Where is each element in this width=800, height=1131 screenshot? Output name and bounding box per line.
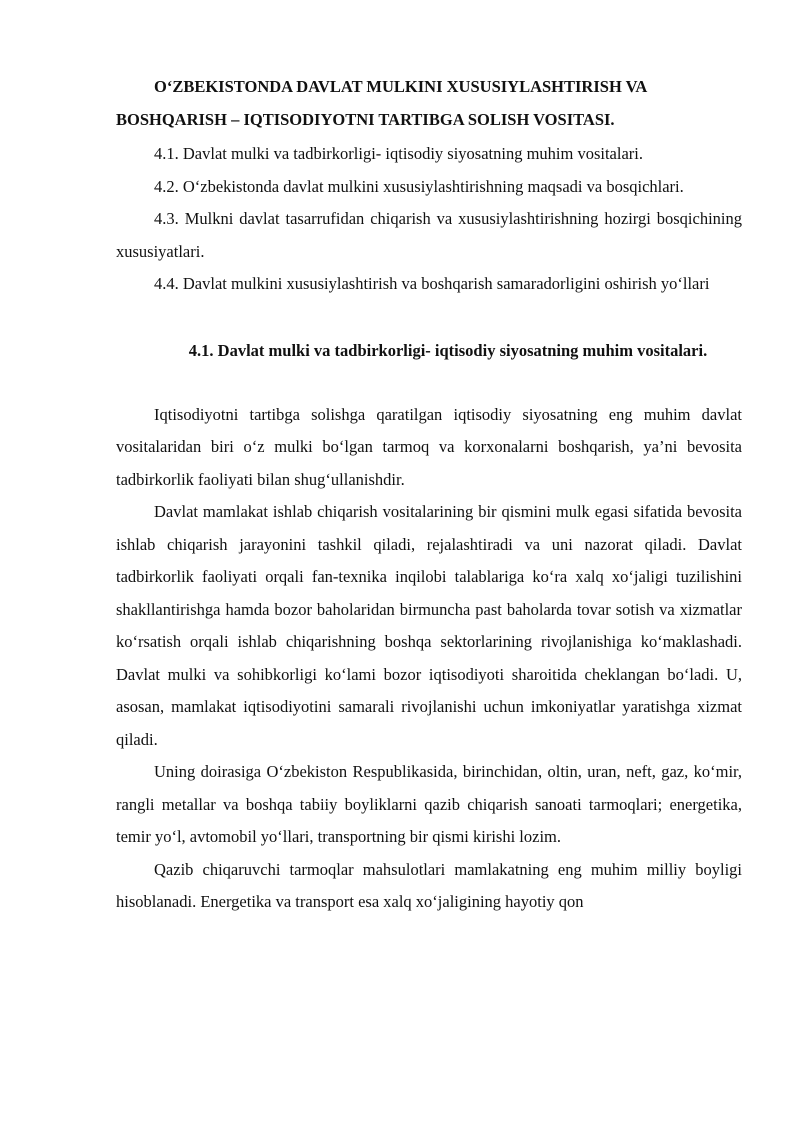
paragraph: Uning doirasiga O‘zbekiston Respublikasida, birinchidan, oltin, uran, neft, gaz, ko‘mir, rangli metallar va boshqa tabiiy boyliklarni qazib chiqarish sanoati tarmoqlari; energetika, temir yo‘l, avtomobil yo‘llari, transportning bir qismi kirishi lozim. — [116, 762, 742, 846]
paragraph: Davlat mamlakat ishlab chiqarish vositalarining bir qismini mulk egasi sifatida bevosita ishlab chiqarish jarayonini tashkil qiladi, rejalashtiradi va uni nazorat qiladi. Davlat tadbirkorlik faoliyati orqali fan-texnika inqilobi talablariga ko‘ra xalq xo‘jaligi tuzilishini shakllantirishga hamda bozor baholaridan birmuncha past baholarda tovar sotish va xizmatlar ko‘rsatish orqali ishlab chiqarishning boshqa sektorlarining rivojlanishiga ko‘maklashadi. Davlat mulki va sohibkorligi ko‘lami bozor iqtisodiyoti sharoitida cheklangan bo‘ladi. U, asosan, mamlakat iqtisodiyotini samarali rivojlanishi uchun imkoniyatlar yaratishga xizmat qiladi. — [116, 502, 742, 749]
toc-item-4-4: 4.4. Davlat mulkini xususiylashtirish va boshqarish samaradorligini oshirish yo‘llari — [154, 274, 710, 293]
paragraph: Qazib chiqaruvchi tarmoqlar mahsulotlari mamlakatning eng muhim milliy boyligi hisoblanadi. Energetika va transport esa xalq xo‘jaligining hayotiy qon — [116, 859, 742, 911]
document-title: O‘ZBEKISTONDA DAVLAT MULKINI XUSUSIYLASHTIRISH VA BOSHQARISH – IQTISODIYOTNI TARTIBGA SOLISH VOSITASI. — [116, 77, 647, 129]
table-of-contents — [116, 138, 742, 301]
document-page — [116, 70, 742, 919]
toc-item-4-3: 4.3. Mulkni davlat tasarrufidan chiqarish va xususiylashtirishning hozirgi bosqichining xususiyatlari. — [116, 209, 742, 261]
toc-item-4-1: 4.1. Davlat mulki va tadbirkorligi- iqtisodiy siyosatning muhim vositalari. — [154, 144, 643, 163]
body-text — [116, 399, 742, 919]
section-heading: 4.1. Davlat mulki va tadbirkorligi- iqtisodiy siyosatning muhim vositalari. — [188, 340, 708, 360]
paragraph: Iqtisodiyotni tartibga solishga qaratilgan iqtisodiy siyosatning eng muhim davlat vositalaridan biri o‘z mulki bo‘lgan tarmoq va korxonalarni boshqarish, ya’ni bevosita tadbirkorlik faoliyati bilan shug‘ullanishdir. — [116, 404, 742, 489]
toc-item-4-2: 4.2. O‘zbekistonda davlat mulkini xususiylashtirishning maqsadi va bosqichlari. — [154, 176, 684, 196]
